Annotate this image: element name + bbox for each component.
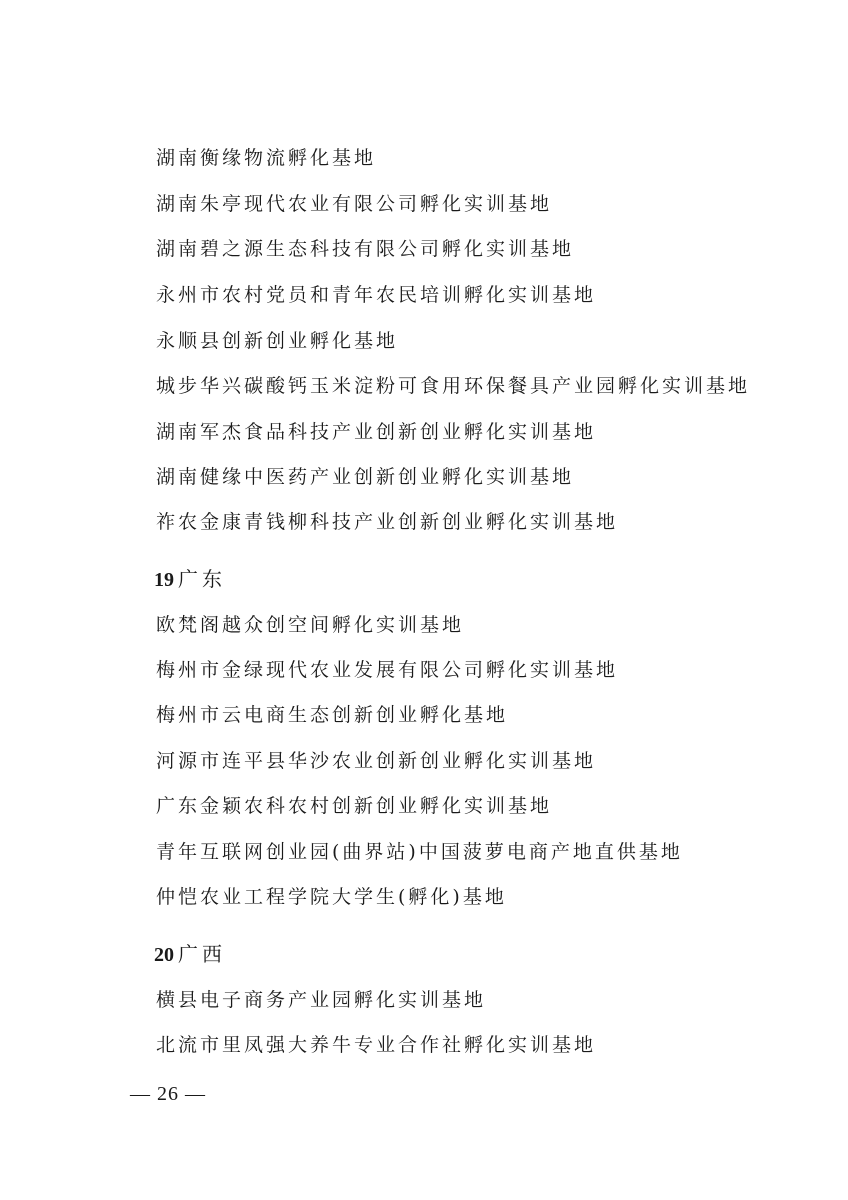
list-item: 永州市农村党员和青年农民培训孵化实训基地 <box>156 284 597 306</box>
list-item: 河源市连平县华沙农业创新创业孵化实训基地 <box>156 750 597 772</box>
list-item: 梅州市金绿现代农业发展有限公司孵化实训基地 <box>156 659 619 681</box>
list-item: 广东金颖农科农村创新创业孵化实训基地 <box>156 795 553 817</box>
section-name: 广西 <box>178 942 226 966</box>
list-item: 湖南衡缘物流孵化基地 <box>156 147 377 169</box>
section-heading-guangdong <box>154 567 226 592</box>
list-item: 永顺县创新创业孵化基地 <box>156 330 399 352</box>
list-item: 城步华兴碳酸钙玉米淀粉可食用环保餐具产业园孵化实训基地 <box>156 375 751 397</box>
page-number: — 26 — <box>130 1083 206 1105</box>
section-number: 20 <box>154 944 174 966</box>
list-item: 湖南朱亭现代农业有限公司孵化实训基地 <box>156 193 553 215</box>
list-item: 湖南健缘中医药产业创新创业孵化实训基地 <box>156 466 575 488</box>
list-item: 欧梵阁越众创空间孵化实训基地 <box>156 614 465 636</box>
list-item: 仲恺农业工程学院大学生(孵化)基地 <box>156 886 507 908</box>
list-item: 北流市里凤强大养牛专业合作社孵化实训基地 <box>156 1034 597 1056</box>
list-item: 青年互联网创业园(曲界站)中国菠萝电商产地直供基地 <box>156 841 683 863</box>
section-number: 19 <box>154 569 174 591</box>
list-item: 湖南碧之源生态科技有限公司孵化实训基地 <box>156 238 575 260</box>
list-item: 湖南军杰食品科技产业创新创业孵化实训基地 <box>156 421 597 443</box>
section-heading-guangxi <box>154 942 226 967</box>
list-item: 梅州市云电商生态创新创业孵化基地 <box>156 704 509 726</box>
list-item: 横县电子商务产业园孵化实训基地 <box>156 989 487 1011</box>
list-item: 祚农金康青钱柳科技产业创新创业孵化实训基地 <box>156 511 619 533</box>
section-name: 广东 <box>178 567 226 591</box>
